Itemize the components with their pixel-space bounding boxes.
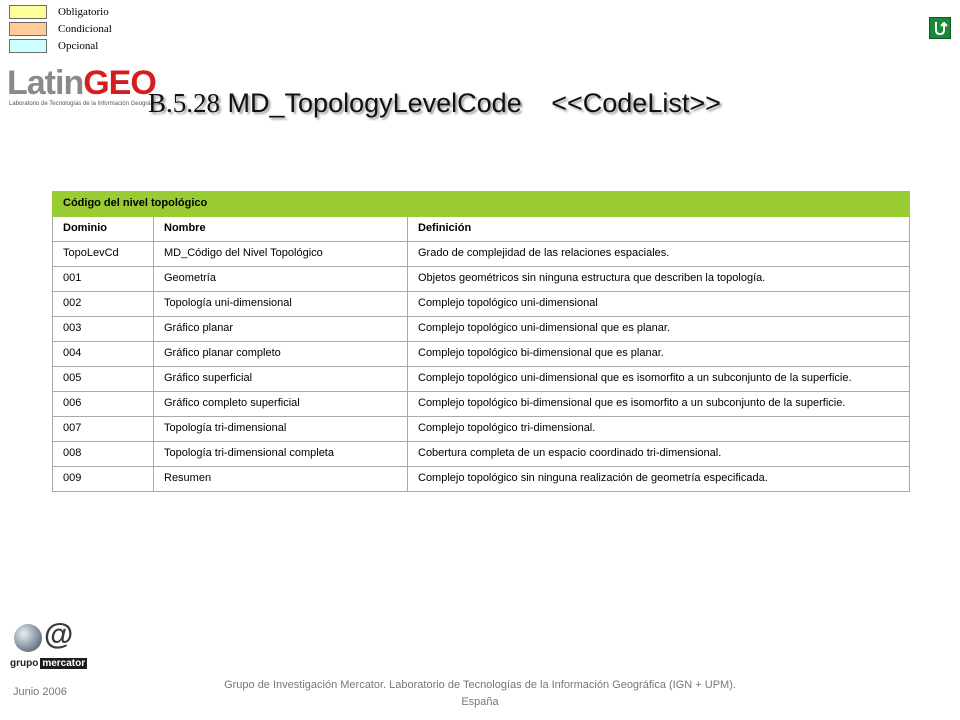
return-arrow-icon [932, 20, 948, 36]
globe-icon [14, 624, 42, 652]
cell-definicion: Complejo topológico tri-dimensional. [408, 417, 910, 442]
mercator-name: mercator [42, 658, 86, 669]
logo-geo: GEO [83, 64, 156, 102]
legend-swatch [9, 5, 47, 19]
logo-wordmark [7, 64, 156, 103]
mercator-grupo: grupo [10, 658, 39, 669]
cell-definicion: Complejo topológico sin ninguna realización de geometría especificada. [408, 467, 910, 492]
legend-item-obligatorio [9, 4, 112, 20]
codelist-table [52, 191, 910, 492]
table-header-row [53, 217, 910, 242]
logo-latin: Latin [7, 64, 84, 102]
logo-subtitle: Laboratorio de Tecnologías de la Información Geográfica [9, 101, 160, 107]
page-title [148, 88, 721, 119]
cell-dominio: 008 [53, 442, 154, 467]
table-row [53, 242, 910, 267]
cell-nombre: Gráfico superficial [154, 367, 408, 392]
column-header-definicion: Definición [408, 217, 910, 242]
cell-dominio: 001 [53, 267, 154, 292]
cell-nombre: Gráfico completo superficial [154, 392, 408, 417]
cell-nombre: MD_Código del Nivel Topológico [154, 242, 408, 267]
cell-nombre: Geometría [154, 267, 408, 292]
grupo-mercator-logo [10, 618, 96, 674]
cell-definicion: Objetos geométricos sin ninguna estructura que describen la topología. [408, 267, 910, 292]
legend-label: Obligatorio [58, 6, 109, 18]
footer-text [120, 677, 840, 711]
footer-date: Junio 2006 [13, 686, 67, 698]
cell-nombre: Topología uni-dimensional [154, 292, 408, 317]
table-row [53, 467, 910, 492]
cell-dominio: 009 [53, 467, 154, 492]
at-sign-icon: @ [44, 618, 74, 651]
title-name: MD_TopologyLevelCode [227, 88, 522, 118]
cell-definicion: Cobertura completa de un espacio coordinado tri-dimensional. [408, 442, 910, 467]
cell-nombre: Resumen [154, 467, 408, 492]
column-header-nombre: Nombre [154, 217, 408, 242]
footer-line-1: Grupo de Investigación Mercator. Laboratorio de Tecnologías de la Información Geográfica (IGN + UPM). [224, 679, 736, 691]
table-row [53, 267, 910, 292]
cell-nombre: Topología tri-dimensional [154, 417, 408, 442]
cell-nombre: Gráfico planar [154, 317, 408, 342]
table-row [53, 392, 910, 417]
legend-swatch [9, 22, 47, 36]
title-number: B.5.28 [148, 88, 221, 118]
cell-nombre: Gráfico planar completo [154, 342, 408, 367]
cell-dominio: 005 [53, 367, 154, 392]
cell-dominio: 004 [53, 342, 154, 367]
table-row [53, 417, 910, 442]
table-caption-row [53, 192, 910, 217]
cell-definicion: Complejo topológico uni-dimensional [408, 292, 910, 317]
legend-item-opcional [9, 38, 112, 54]
cell-definicion: Complejo topológico uni-dimensional que es isomorfito a un subconjunto de la superficie. [408, 367, 910, 392]
title-stereotype: <<CodeList>> [551, 88, 721, 118]
legend-item-condicional [9, 21, 112, 37]
table-caption: Código del nivel topológico [53, 192, 910, 217]
footer-line-2: España [461, 696, 499, 708]
legend [9, 4, 112, 55]
cell-definicion: Complejo topológico bi-dimensional que es isomorfito a un subconjunto de la superficie. [408, 392, 910, 417]
cell-definicion: Complejo topológico bi-dimensional que es planar. [408, 342, 910, 367]
table-row [53, 317, 910, 342]
cell-dominio: 003 [53, 317, 154, 342]
cell-definicion: Grado de complejidad de las relaciones espaciales. [408, 242, 910, 267]
cell-dominio: 002 [53, 292, 154, 317]
legend-swatch [9, 39, 47, 53]
cell-dominio: TopoLevCd [53, 242, 154, 267]
cell-dominio: 007 [53, 417, 154, 442]
legend-label: Condicional [58, 23, 112, 35]
mercator-wordmark [10, 658, 87, 669]
cell-dominio: 006 [53, 392, 154, 417]
return-button[interactable] [929, 17, 951, 39]
table-row [53, 442, 910, 467]
cell-definicion: Complejo topológico uni-dimensional que es planar. [408, 317, 910, 342]
table-row [53, 342, 910, 367]
cell-nombre: Topología tri-dimensional completa [154, 442, 408, 467]
column-header-dominio: Dominio [53, 217, 154, 242]
legend-label: Opcional [58, 40, 99, 52]
table-row [53, 292, 910, 317]
table-row [53, 367, 910, 392]
